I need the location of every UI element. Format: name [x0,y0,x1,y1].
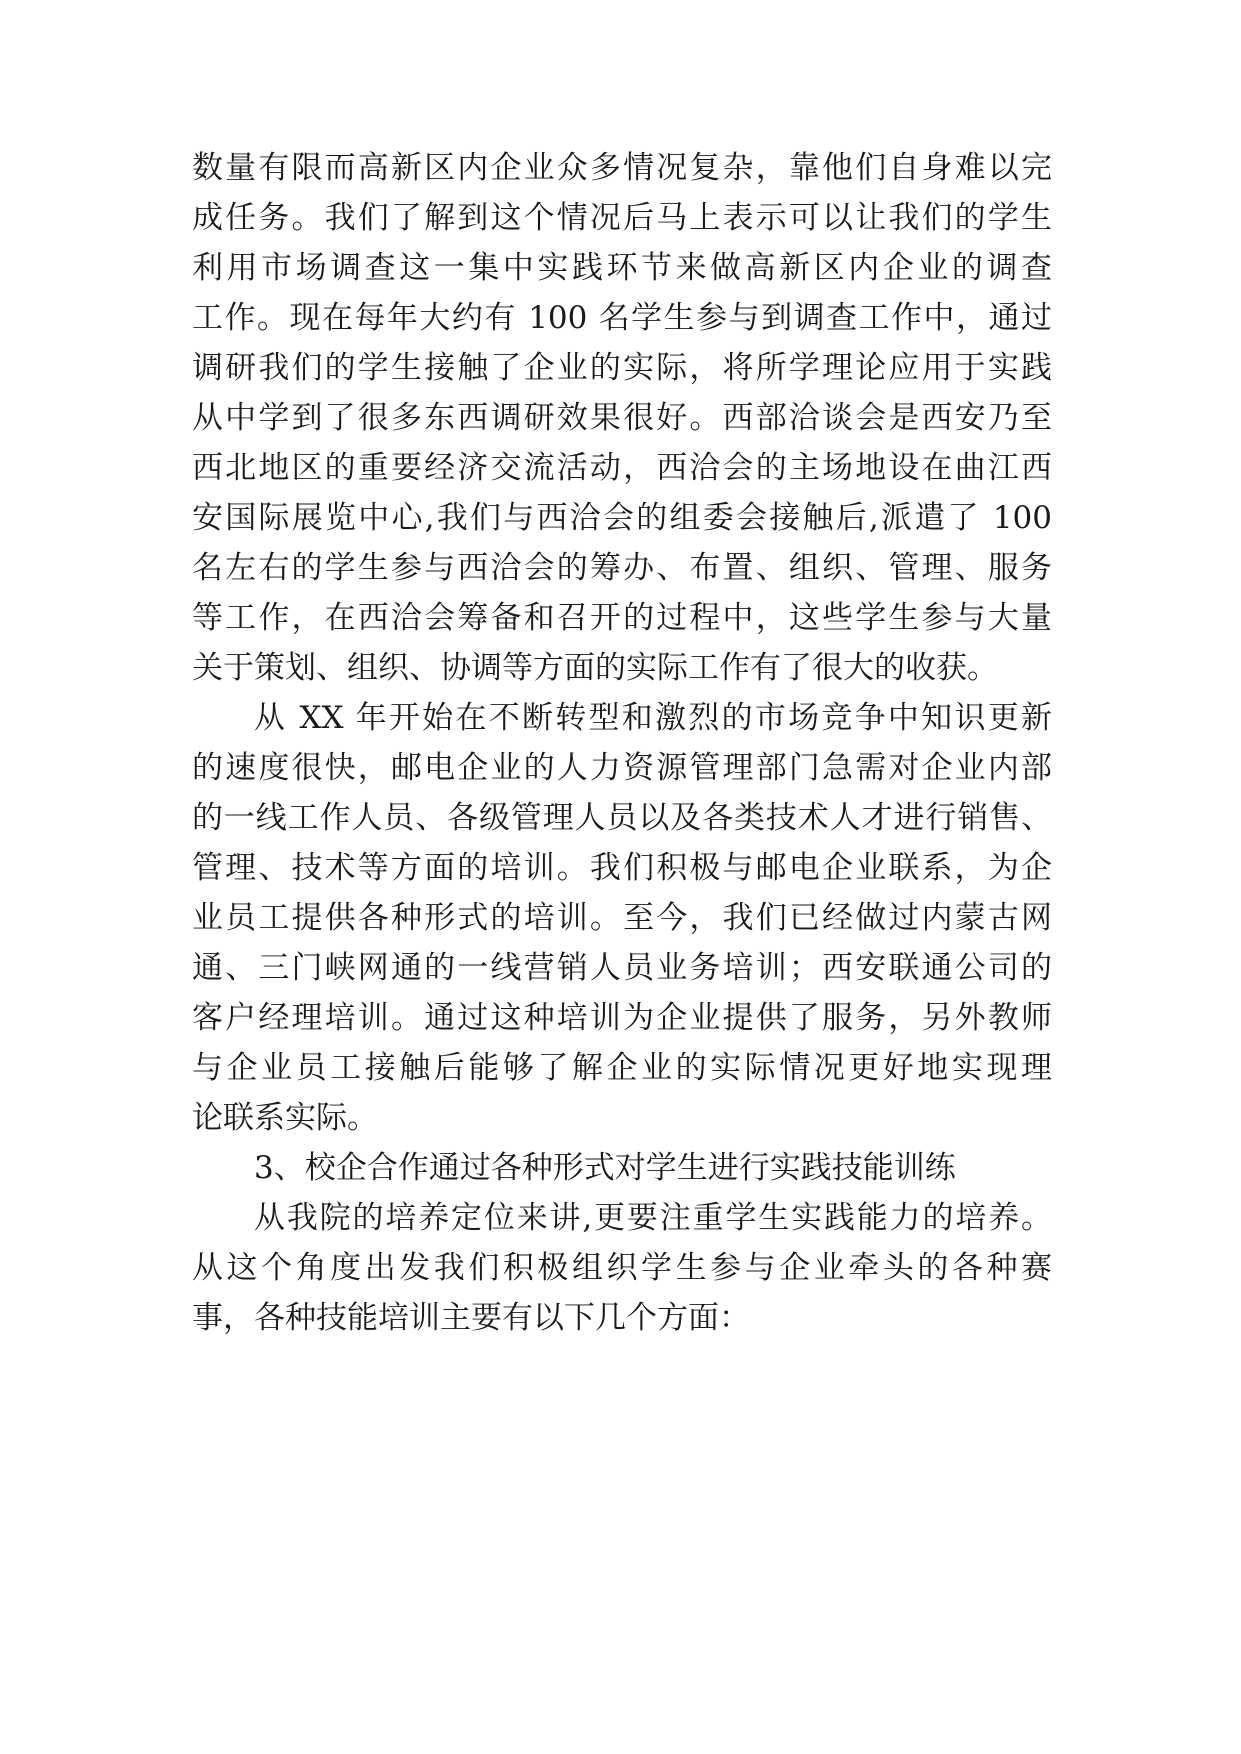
text-line: 利用市场调查这一集中实践环节来做高新区内企业的调查 [192,250,1052,286]
text-line: 调研我们的学生接触了企业的实际，将所学理论应用于实践 [192,350,1052,386]
text-line: 论联系实际。 [192,1100,378,1136]
text-line: 工作。现在每年大约有 100 名学生参与到调查工作中，通过 [192,300,1052,336]
text-line: 从这个角度出发我们积极组织学生参与企业牵头的各种赛 [192,1250,1052,1286]
paragraph-first-line: 从我院的培养定位来讲,更要注重学生实践能力的培养。 [254,1200,1052,1236]
text-line: 数量有限而高新区内企业众多情况复杂，靠他们自身难以完 [192,150,1052,186]
text-line: 成任务。我们了解到这个情况后马上表示可以让我们的学生 [192,200,1052,236]
text-line: 的一线工作人员、各级管理人员以及各类技术人才进行销售、 [192,800,1052,836]
text-line: 客户经理培训。通过这种培训为企业提供了服务，另外教师 [192,1000,1052,1036]
text-line: 西北地区的重要经济交流活动，西洽会的主场地设在曲江西 [192,450,1052,486]
text-line: 名左右的学生参与西洽会的筹办、布置、组织、管理、服务 [192,550,1052,586]
text-line: 的速度很快，邮电企业的人力资源管理部门急需对企业内部 [192,750,1052,786]
text-line: 从中学到了很多东西调研效果很好。西部洽谈会是西安乃至 [192,400,1052,436]
section-heading: 3、校企合作通过各种形式对学生进行实践技能训练 [254,1150,956,1186]
text-line: 管理、技术等方面的培训。我们积极与邮电企业联系，为企 [192,850,1052,886]
text-line: 业员工提供各种形式的培训。至今，我们已经做过内蒙古网 [192,900,1052,936]
text-line: 等工作，在西洽会筹备和召开的过程中，这些学生参与大量 [192,600,1052,636]
text-line: 通、三门峡网通的一线营销人员业务培训；西安联通公司的 [192,950,1052,986]
text-line: 事，各种技能培训主要有以下几个方面： [192,1300,750,1336]
text-line: 关于策划、组织、协调等方面的实际工作有了很大的收获。 [192,650,998,686]
text-line: 安国际展览中心,我们与西洽会的组委会接触后,派遣了 100 [192,500,1052,536]
text-line: 与企业员工接触后能够了解企业的实际情况更好地实现理 [192,1050,1052,1086]
paragraph-first-line: 从 XX 年开始在不断转型和激烈的市场竞争中知识更新 [254,700,1052,736]
